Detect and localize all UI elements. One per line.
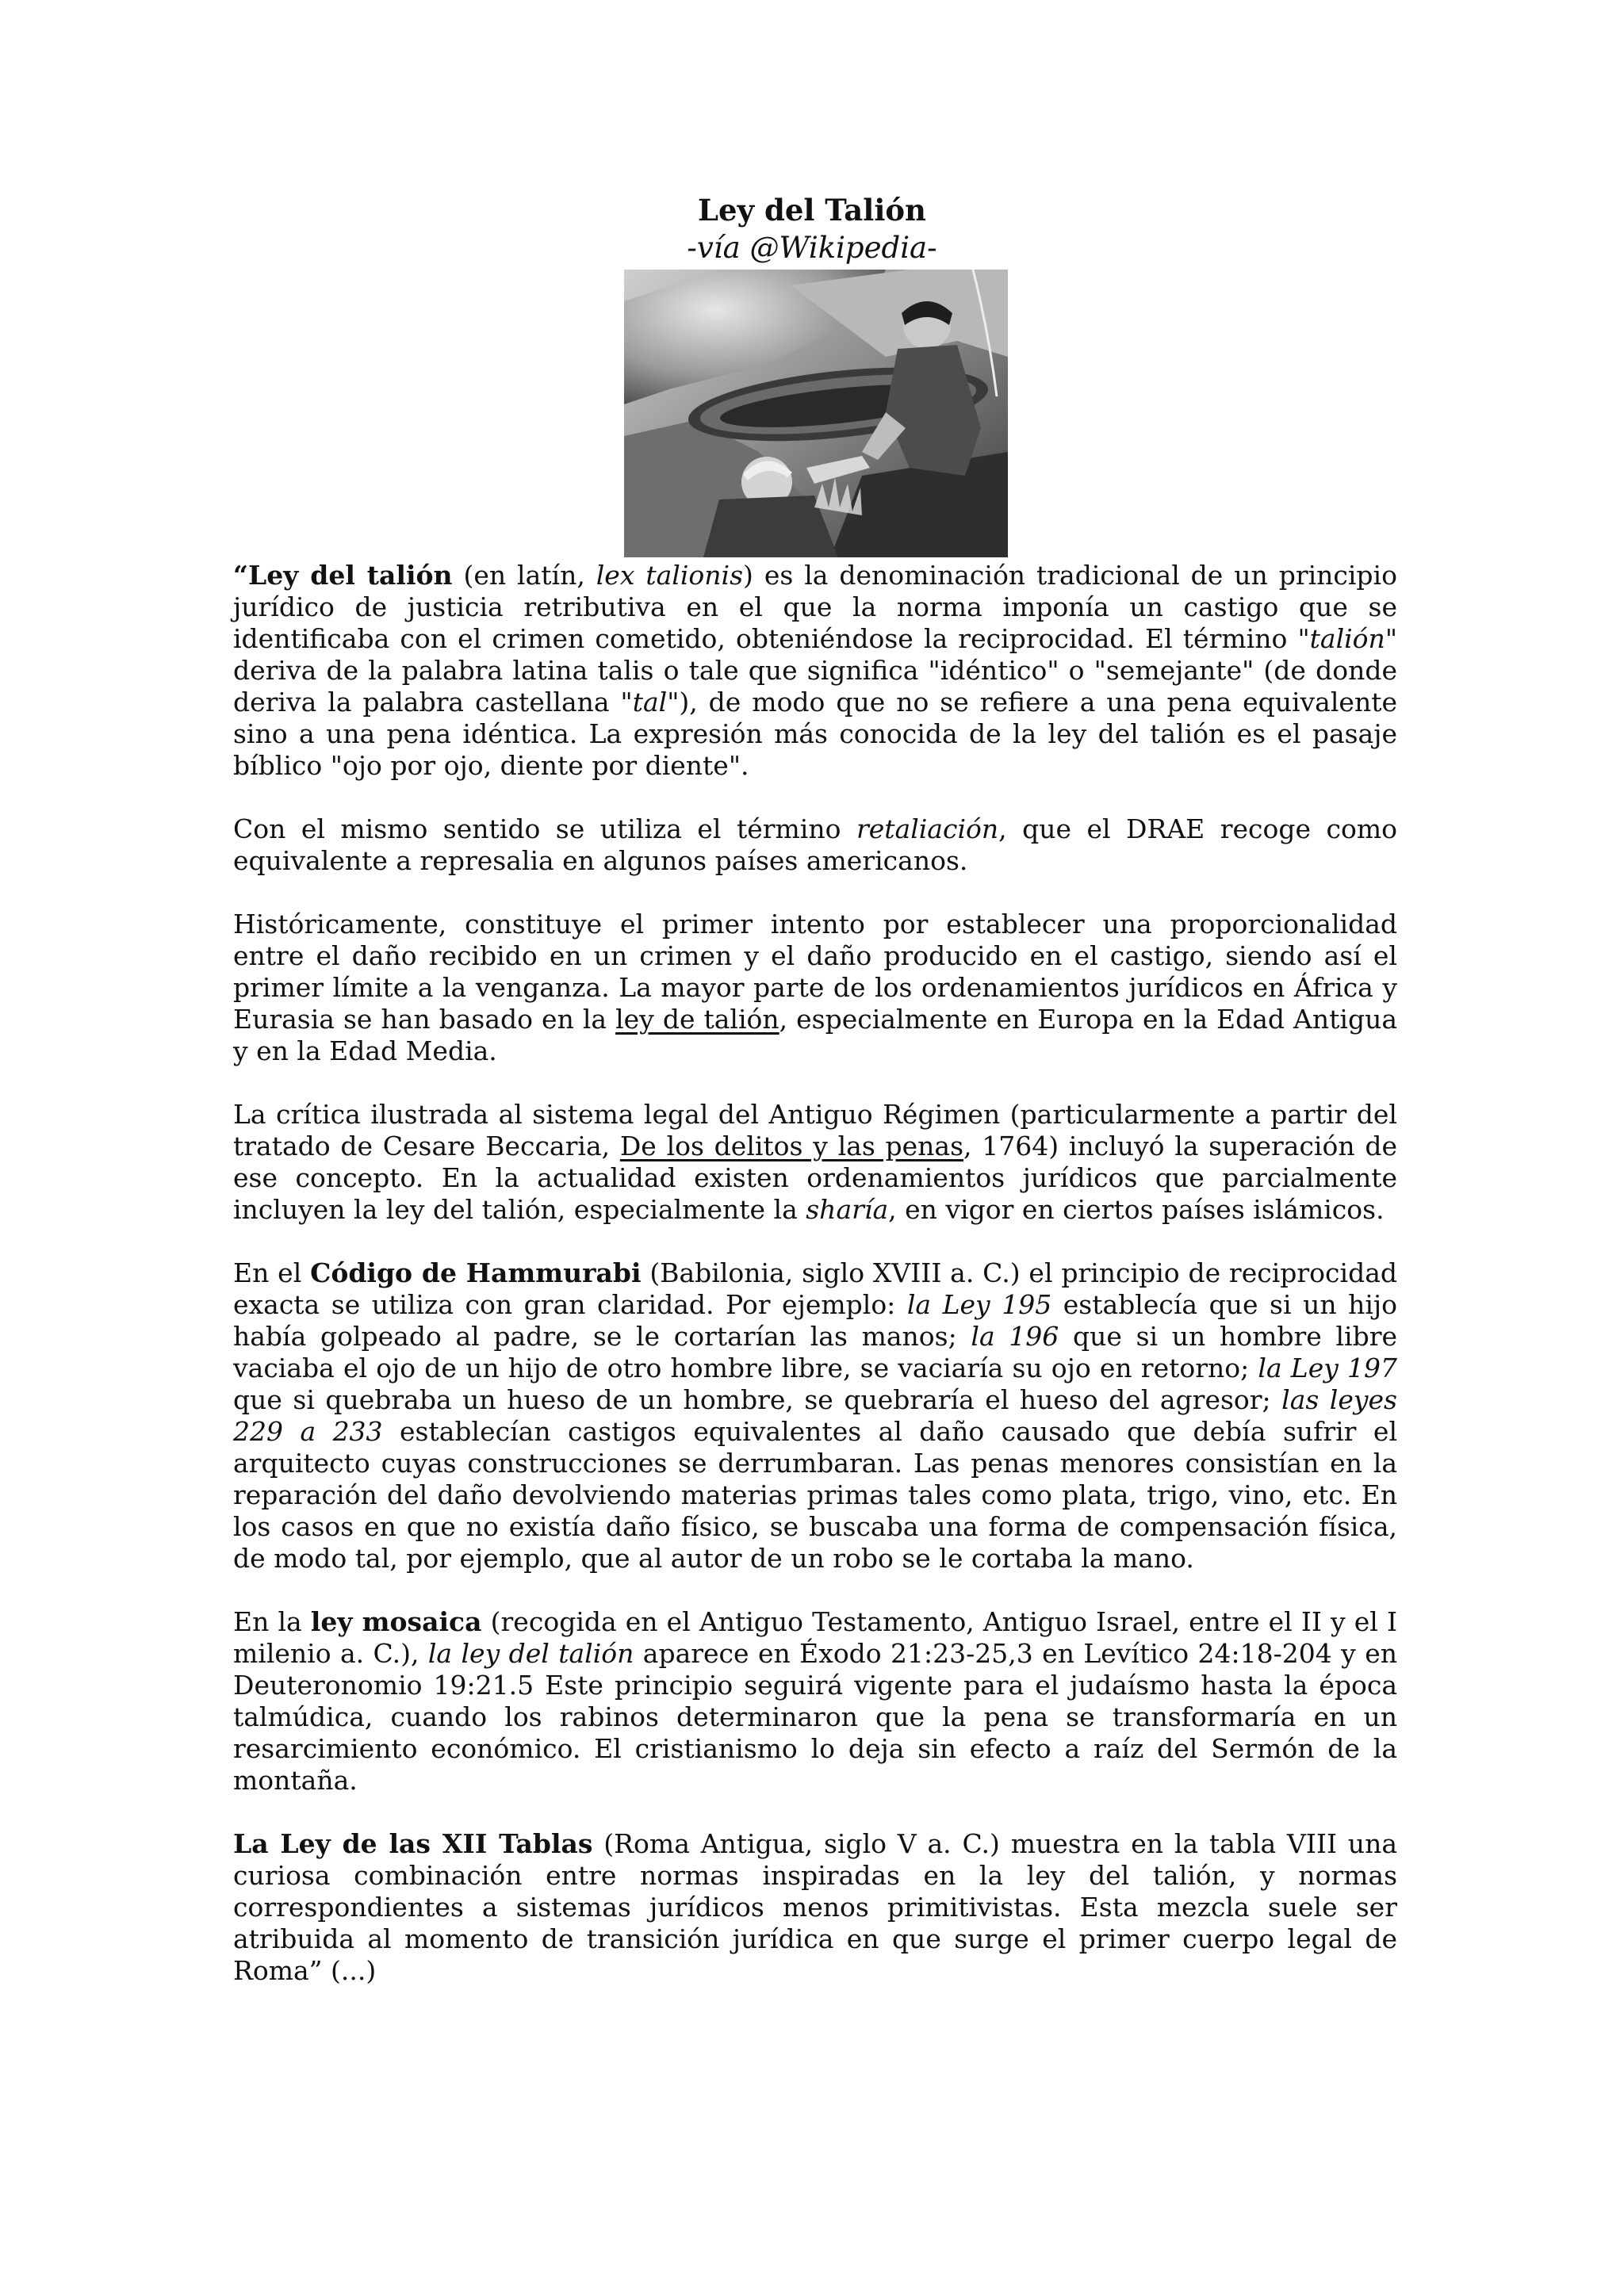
- text-span: (recogida en el Antiguo Testamento, Antiguo Israel, entre el II y el I milenio a. C.),: [233, 1606, 1397, 1669]
- text-span: "), de modo que no se refiere a una pena equivalente sino a una pena idéntica. La expresión más conocida de la ley del talión es el pasaje bíblico "ojo por ojo, diente por diente".: [233, 687, 1397, 781]
- text-span: (Babilonia, siglo XVIII a. C.) el principio de reciprocidad exacta se utiliza con gran claridad. Por ejemplo:: [233, 1257, 1397, 1320]
- term-leyes-229: las leyes 229 a 233: [233, 1384, 1397, 1447]
- text-span: (en latín,: [452, 560, 596, 591]
- term-ley-mosaica: ley mosaica: [310, 1606, 482, 1637]
- term-ley-197: la Ley 197: [1258, 1353, 1397, 1383]
- text-span: , especialmente en Europa en la Edad Antigua y en la Edad Media.: [233, 1004, 1398, 1066]
- term-ley-196: la 196: [971, 1321, 1059, 1352]
- text-span: Con el mismo sentido se utiliza el término: [233, 813, 856, 844]
- text-span: , en vigor en ciertos países islámicos.: [888, 1194, 1385, 1225]
- text-span: ) es la denominación tradicional de un principio jurídico de justicia retributiva en el que la norma imponía un castigo que se identificaba con el crimen cometido, obteniéndose la reciprocidad. El término ": [233, 560, 1397, 654]
- term-codigo-hammurabi: Código de Hammurabi: [310, 1257, 642, 1288]
- text-span: (Roma Antigua, siglo V a. C.) muestra en la tabla VIII una curiosa combinación entre normas inspiradas en la ley del talión, y normas correspondientes a sistemas jurídicos menos primitivistas. Esta mezcla suele ser atribuida al momento de transición jurídica en que surge el primer cuerpo legal de Roma” (...): [233, 1828, 1397, 1986]
- photo-graphic: [624, 270, 1008, 557]
- term-ley-195: la Ley 195: [906, 1289, 1052, 1320]
- text-span: , 1764) incluyó la superación de ese concepto. En la actualidad existen ordenamientos jurídicos que parcialmente incluyen la ley del talión, especialmente la: [233, 1131, 1397, 1225]
- term-talion: talión: [1309, 623, 1385, 654]
- text-span: Históricamente, constituye el primer intento por establecer una proporcionalidad entre el daño recibido en un crimen y el daño producido en el castigo, siendo así el primer límite a la venganza. La mayor parte de los ordenamientos jurídicos en África y Eurasia se han basado en la: [233, 909, 1397, 1035]
- term-retaliacion: retaliación: [856, 813, 999, 844]
- paragraph-critica: [233, 1099, 1397, 1226]
- illustration-photo: [624, 270, 1008, 557]
- text-span: establecían castigos equivalentes al daño causado que debía sufrir el arquitecto cuyas construcciones se derrumbaran. Las penas menores consistían en la reparación del daño devolviendo materias primas tales como plata, trigo, vino, etc. En los casos en que no existía daño físico, se buscaba una forma de compensación física, de modo tal, por ejemplo, que al autor de un robo se le cortaba la mano.: [233, 1416, 1397, 1574]
- text-span: establecía que si un hijo había golpeado al padre, se le cortarían las manos;: [233, 1289, 1398, 1352]
- quote-open: “: [233, 560, 248, 591]
- text-span: aparece en Éxodo 21:23-25,3 en Levítico 24:18-204 y en Deuteronomio 19:21.5 Este principio seguirá vigente para el judaísmo hasta la época talmúdica, cuando los rabinos determinaron que la pena se transformaría en un resarcimiento económico. El cristianismo lo deja sin efecto a raíz del Sermón de la montaña.: [233, 1638, 1397, 1796]
- text-span: La crítica ilustrada al sistema legal del Antiguo Régimen (particularmente a partir del tratado de Cesare Beccaria,: [233, 1099, 1397, 1161]
- paragraph-hammurabi: [233, 1257, 1397, 1575]
- text-span: En el: [233, 1257, 311, 1288]
- link-ley-de-talion[interactable]: ley de talión: [615, 1004, 779, 1035]
- text-span: que si quebraba un hueso de un hombre, se quebraría el hueso del agresor;: [233, 1384, 1282, 1415]
- paragraph-definition: [233, 560, 1397, 782]
- term-xii-tablas: La Ley de las XII Tablas: [233, 1828, 593, 1859]
- term-tal: tal: [632, 687, 668, 718]
- paragraph-historia: [233, 909, 1397, 1067]
- document-title: Ley del Talión: [698, 193, 926, 228]
- paragraph-retaliacion: [233, 813, 1397, 877]
- text-span: En la: [233, 1606, 311, 1637]
- paragraph-xii-tablas: [233, 1828, 1397, 1987]
- term-ley-del-talion: Ley del talión: [247, 560, 453, 591]
- text-span: , que el DRAE recoge como equivalente a represalia en algunos países americanos.: [233, 813, 1397, 876]
- text-span: " deriva de la palabra latina talis o tale que significa "idéntico" o "semejante" (de donde deriva la palabra castellana ": [233, 623, 1397, 718]
- paragraph-ley-mosaica: [233, 1606, 1397, 1797]
- text-span: que si un hombre libre vaciaba el ojo de un hijo de otro hombre libre, se vaciaría su ojo en retorno;: [233, 1321, 1398, 1383]
- term-sharia: sharía: [806, 1194, 889, 1225]
- term-la-ley-del-talion: la ley del talión: [427, 1638, 634, 1669]
- document-subtitle: -vía @Wikipedia-: [687, 231, 937, 265]
- latin-term: lex talionis: [596, 560, 744, 591]
- article-body: [233, 560, 1397, 2019]
- link-de-los-delitos[interactable]: De los delitos y las penas: [619, 1131, 964, 1161]
